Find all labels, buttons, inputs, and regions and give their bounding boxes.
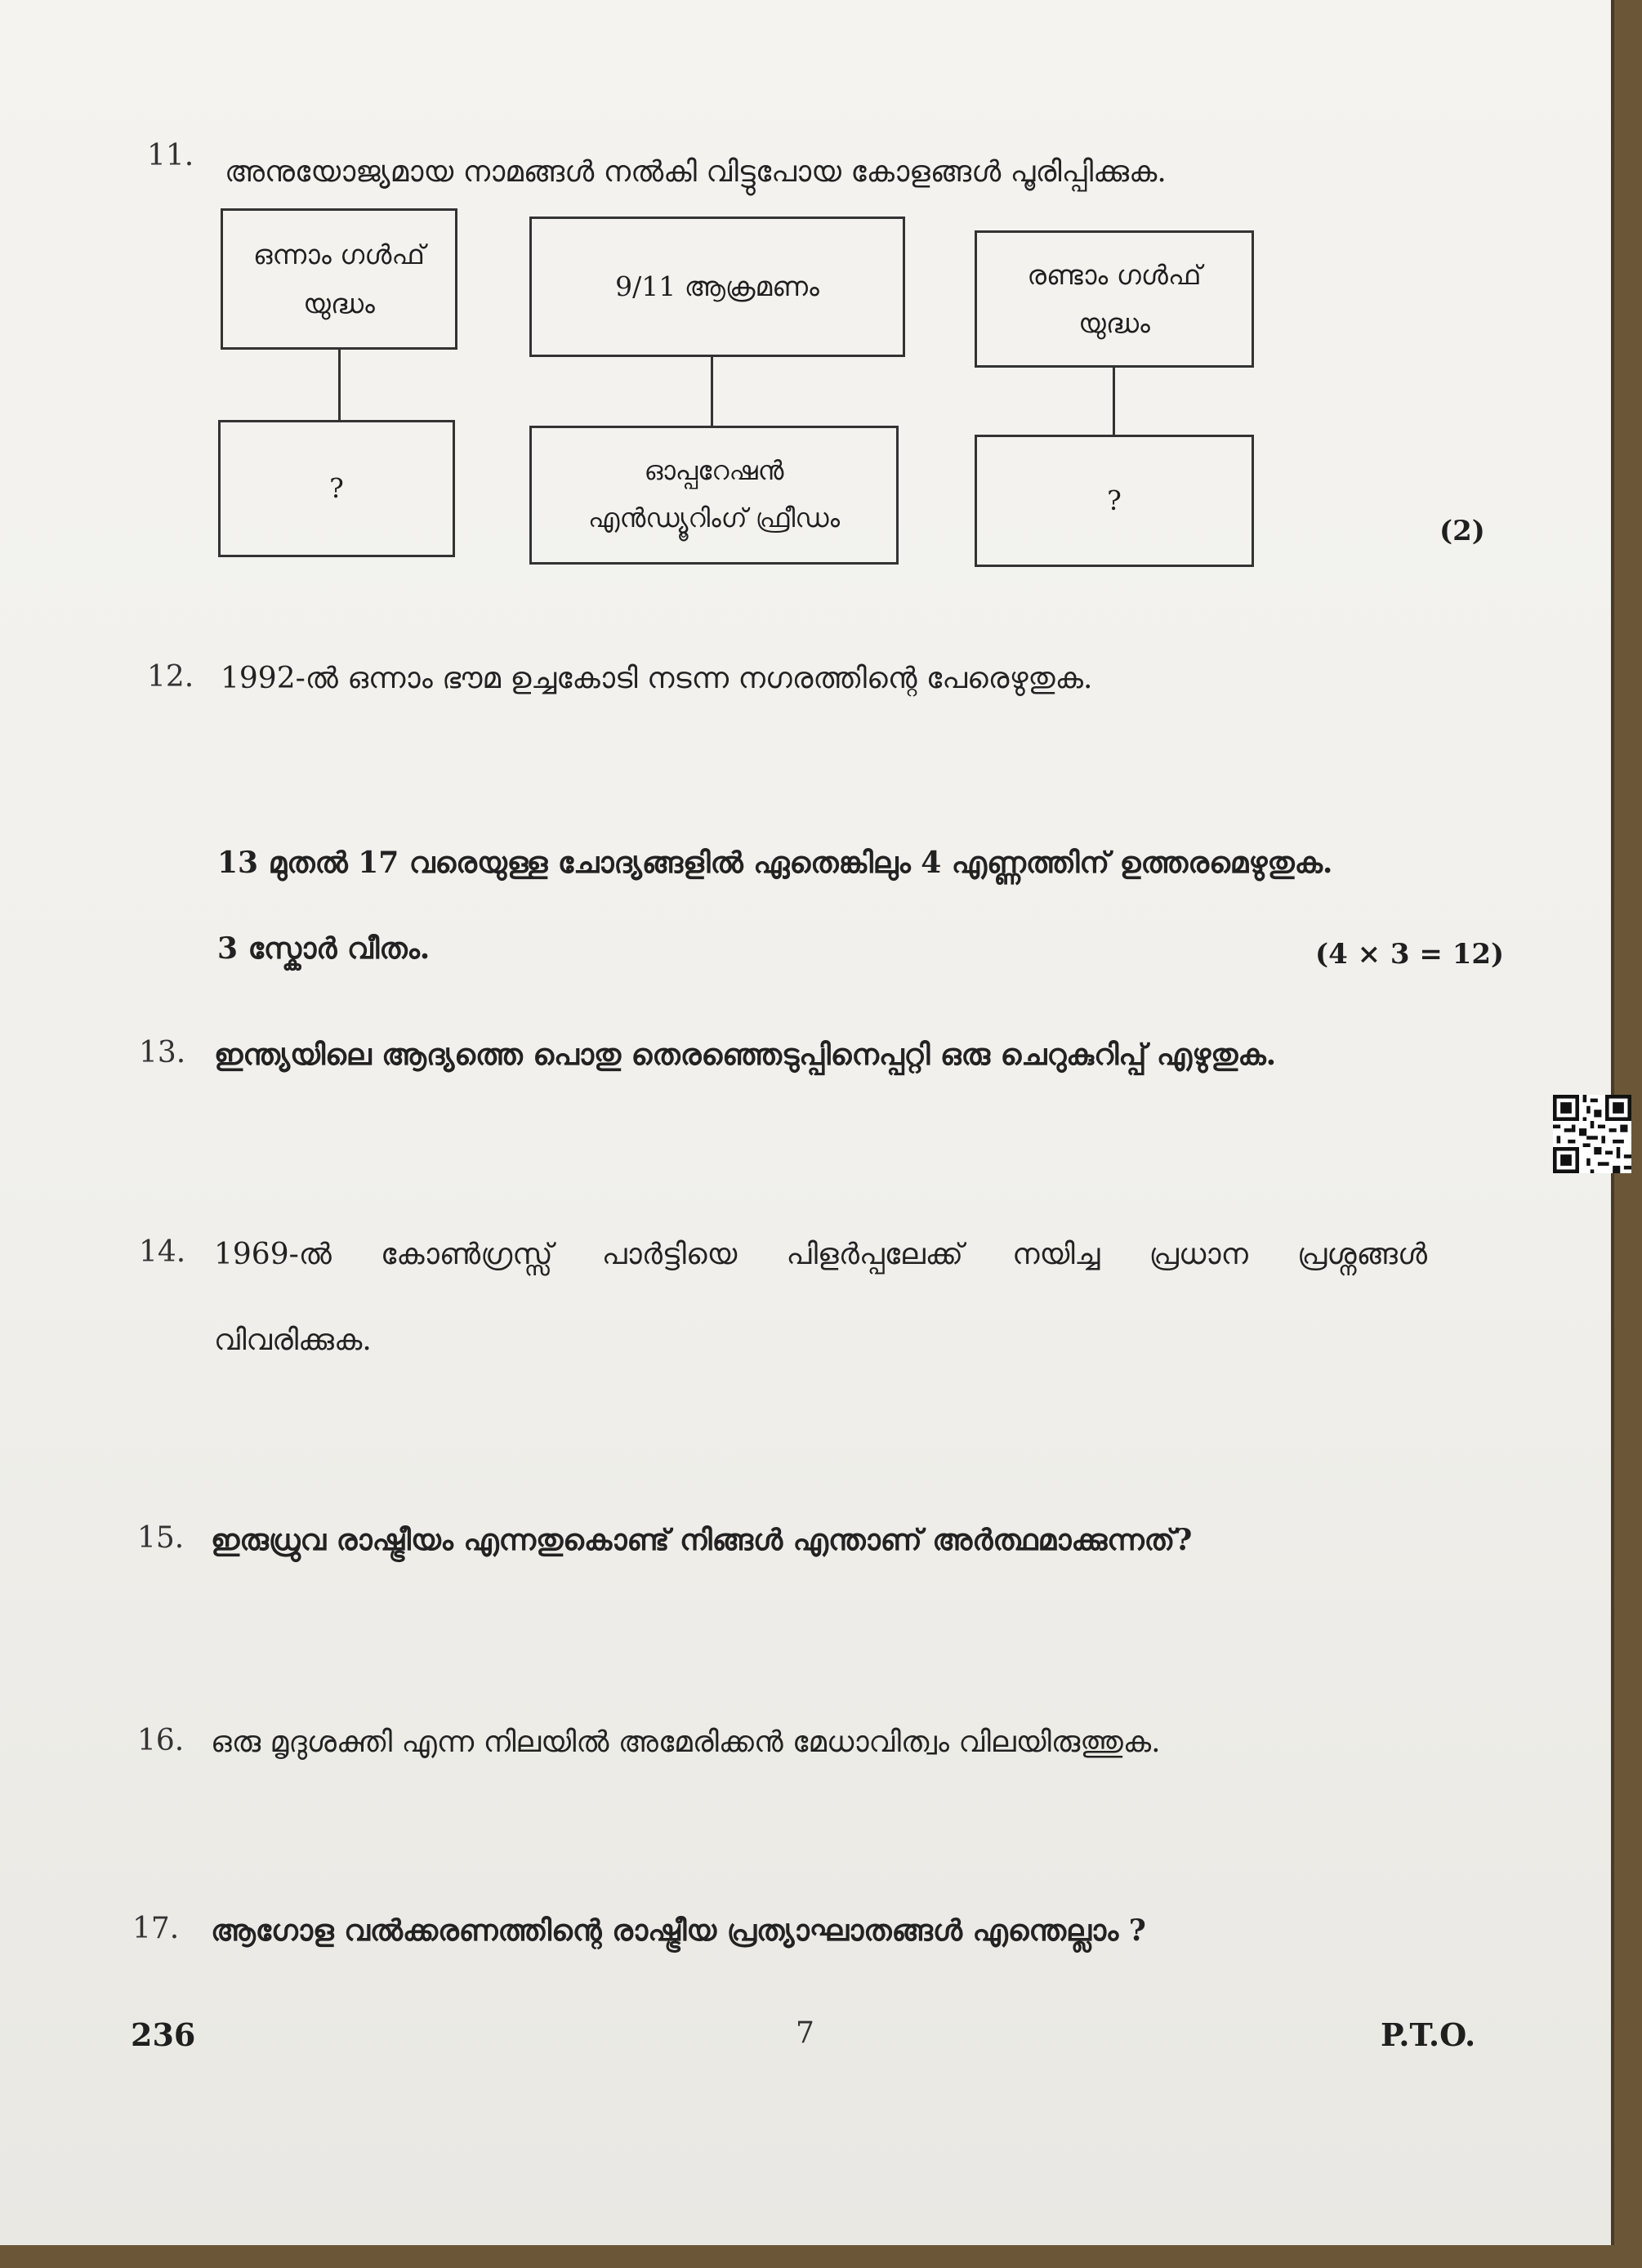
question-16-number: 16. [137, 1724, 185, 1757]
question-17-number: 17. [132, 1912, 180, 1945]
question-15-number: 15. [137, 1521, 185, 1555]
box-line: ഒന്നാം ഗൾഫ് [252, 239, 426, 271]
question-14-number: 14. [139, 1235, 186, 1269]
connector-line [1113, 368, 1115, 435]
question-11-number: 11. [147, 139, 194, 172]
top-box-9-11-attack [529, 217, 905, 357]
question-17-text: ആഗോള വൽക്കരണത്തിന്റെ രാഷ്ട്രീയ പ്രത്യാഘാതങ്ങൾ എന്തെല്ലാം ? [211, 1913, 1146, 1948]
connector-line [711, 357, 713, 426]
question-13-text: ഇന്ത്യയിലെ ആദ്യത്തെ പൊതു തെരഞ്ഞെടുപ്പിനെപ്പറ്റി ഒരു ചെറുകുറിപ്പ് എഴുതുക. [214, 1038, 1277, 1072]
word: നയിച്ച [1012, 1238, 1100, 1271]
box-line: എൻഡ്യൂറിംഗ് ഫ്രീഡം [587, 502, 841, 534]
word: പ്രശ്നങ്ങൾ [1297, 1238, 1427, 1271]
blank-placeholder: ? [1107, 484, 1122, 517]
paper-code: 236 [131, 2016, 196, 2053]
section-score-note: 3 സ്കോർ വീതം. [217, 931, 431, 966]
word: പ്രധാന [1149, 1238, 1248, 1271]
top-box-first-gulf-war [221, 208, 457, 350]
bottom-box-operation-enduring-freedom [529, 426, 899, 565]
section-marks: (4 × 3 = 12) [1315, 938, 1505, 971]
word: പാർട്ടിയെ [601, 1238, 738, 1271]
word: 1969-ൽ [214, 1238, 332, 1271]
page-number: 7 [796, 2016, 814, 2050]
question-14-text-line2: വിവരിക്കുക. [214, 1324, 372, 1357]
word: പിളർപ്പലേക്ക് [786, 1238, 963, 1271]
bottom-box-answer-2 [975, 435, 1254, 567]
word: കോൺഗ്രസ്സ് [381, 1238, 553, 1271]
question-11-text: അനുയോജ്യമായ നാമങ്ങൾ നൽകി വിട്ടുപോയ കോളങ്ങൾ പൂരിപ്പിക്കുക. [225, 155, 1167, 189]
section-instruction: 13 മുതൽ 17 വരെയുള്ള ചോദ്യങ്ങളിൽ ഏതെങ്കിലും 4 എണ്ണത്തിന് ഉത്തരമെഴുതുക. [217, 846, 1333, 880]
box-line: യുദ്ധം [1078, 307, 1150, 339]
question-11-marks: (2) [1439, 515, 1485, 547]
box-line: 9/11 ആക്രമണം [615, 270, 819, 303]
question-12-text: 1992-ൽ ഒന്നാം ഭൗമ ഉച്ചകോടി നടന്ന നഗരത്തിന്റെ പേരെഴുതുക. [221, 662, 1093, 695]
box-line: രണ്ടാം ഗൾഫ് [1027, 258, 1202, 291]
question-14-text [214, 1238, 1427, 1272]
box-line: യുദ്ധം [303, 287, 375, 319]
pto-label: P.T.O. [1381, 2016, 1476, 2053]
bottom-box-answer-1 [218, 420, 455, 557]
connector-line [338, 350, 341, 420]
question-12-number: 12. [147, 660, 194, 694]
qr-code-icon [1552, 1095, 1632, 1173]
top-box-second-gulf-war [975, 230, 1254, 368]
question-16-text: ഒരു മൃദുശക്തി എന്ന നിലയിൽ അമേരിക്കൻ മേധാവിത്വം വിലയിരുത്തുക. [211, 1726, 1161, 1759]
question-15-text: ഇരുധ്രുവ രാഷ്ട്രീയം എന്നതുകൊണ്ട് നിങ്ങൾ എന്താണ് അർത്ഥമാക്കുന്നത്? [211, 1523, 1193, 1557]
question-13-number: 13. [139, 1036, 186, 1069]
blank-placeholder: ? [329, 472, 344, 505]
box-line: ഓപ്പറേഷൻ [644, 455, 784, 487]
